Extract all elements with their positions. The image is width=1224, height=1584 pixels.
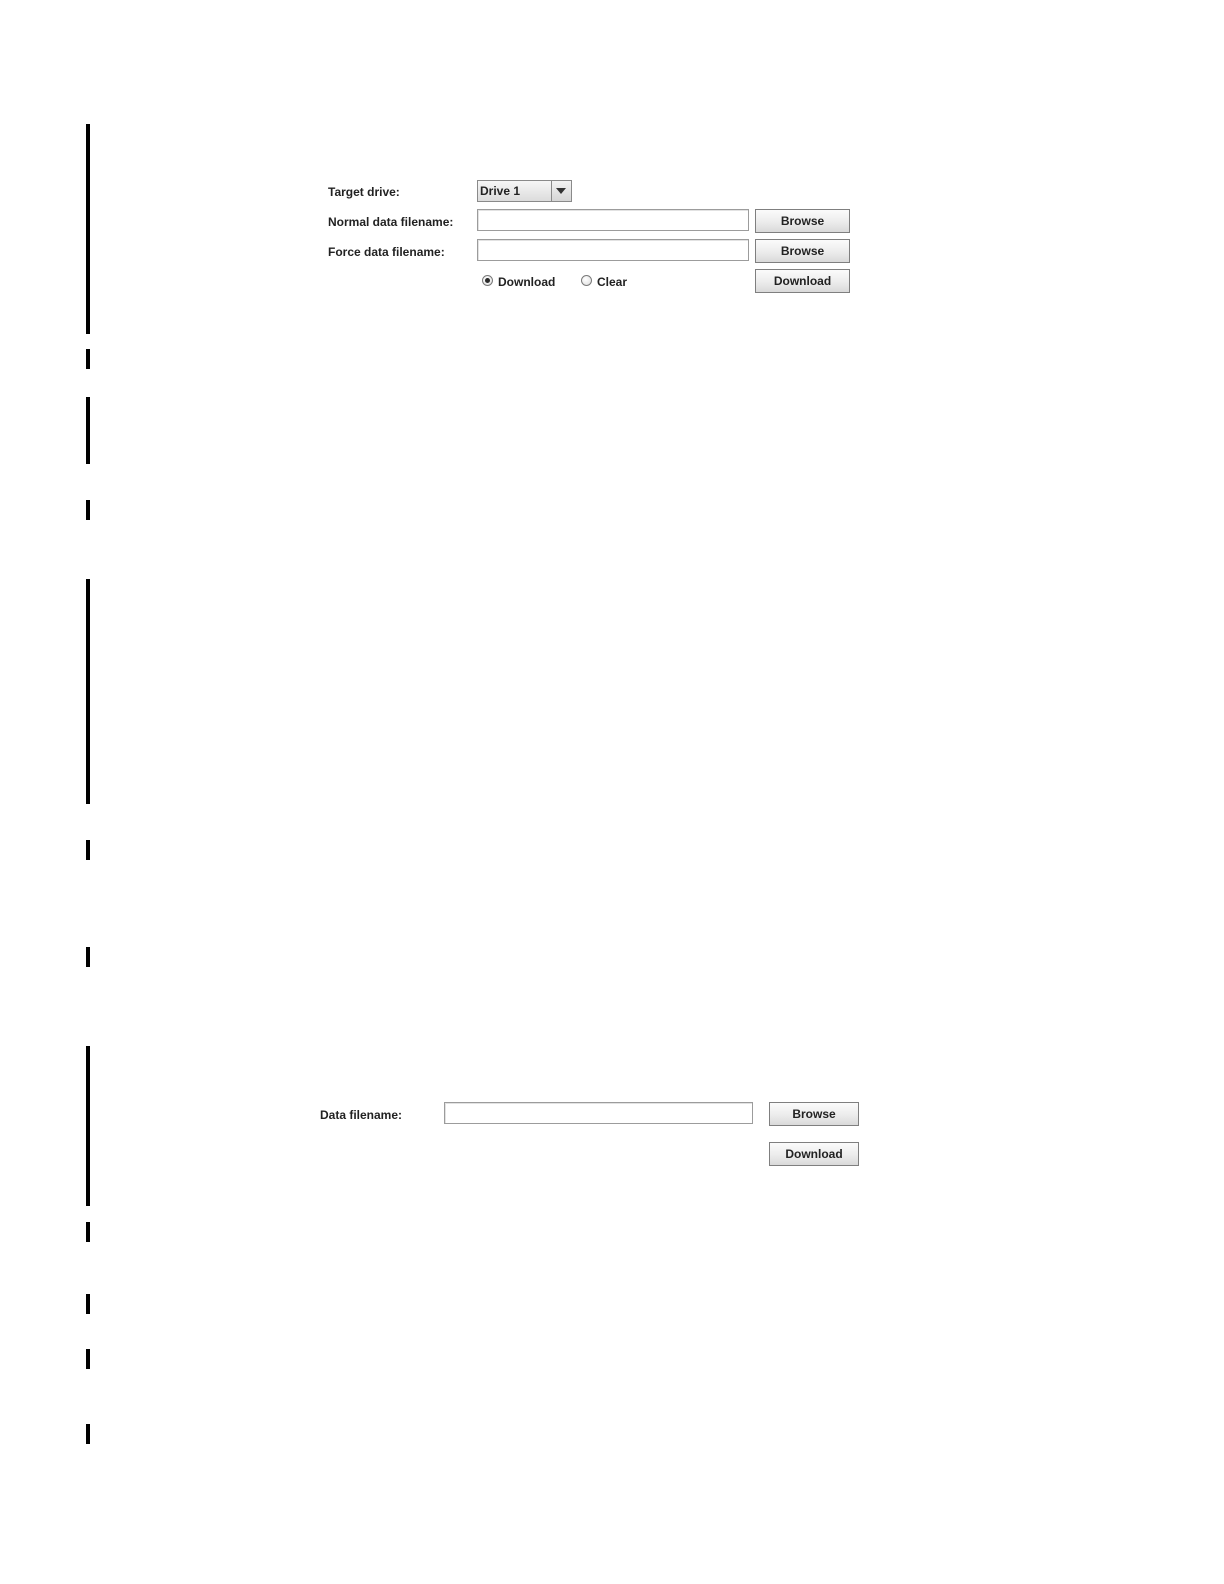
clear-radio[interactable] (581, 275, 592, 286)
force-data-filename-input[interactable] (477, 239, 749, 261)
change-bar (86, 1349, 90, 1369)
force-browse-button[interactable]: Browse (755, 239, 850, 263)
data-download-button[interactable]: Download (769, 1142, 859, 1166)
target-drive-label: Target drive: (328, 185, 400, 199)
change-bar (86, 397, 90, 464)
change-bar (86, 1294, 90, 1314)
normal-data-filename-input[interactable] (477, 209, 749, 231)
data-browse-button[interactable]: Browse (769, 1102, 859, 1126)
target-drive-select[interactable] (477, 180, 572, 202)
change-bar (86, 840, 90, 860)
normal-browse-button[interactable]: Browse (755, 209, 850, 233)
change-bar (86, 1222, 90, 1242)
data-filename-input[interactable] (444, 1102, 753, 1124)
data-download-panel (0, 1080, 1224, 1190)
download-radio[interactable] (482, 275, 493, 286)
change-bar (86, 349, 90, 369)
chevron-down-icon[interactable] (551, 181, 571, 201)
data-filename-label: Data filename: (320, 1108, 403, 1122)
normal-data-filename-label: Normal data filename: (328, 215, 454, 229)
download-radio-label: Download (498, 275, 556, 289)
target-drive-value: Drive 1 (480, 184, 521, 198)
drive-download-panel (0, 0, 1224, 320)
change-bar (86, 579, 90, 804)
download-button[interactable]: Download (755, 269, 850, 293)
change-bar (86, 947, 90, 967)
clear-radio-label: Clear (597, 275, 628, 289)
change-bar (86, 500, 90, 520)
force-data-filename-label: Force data filename: (328, 245, 445, 259)
change-bar (86, 1424, 90, 1444)
